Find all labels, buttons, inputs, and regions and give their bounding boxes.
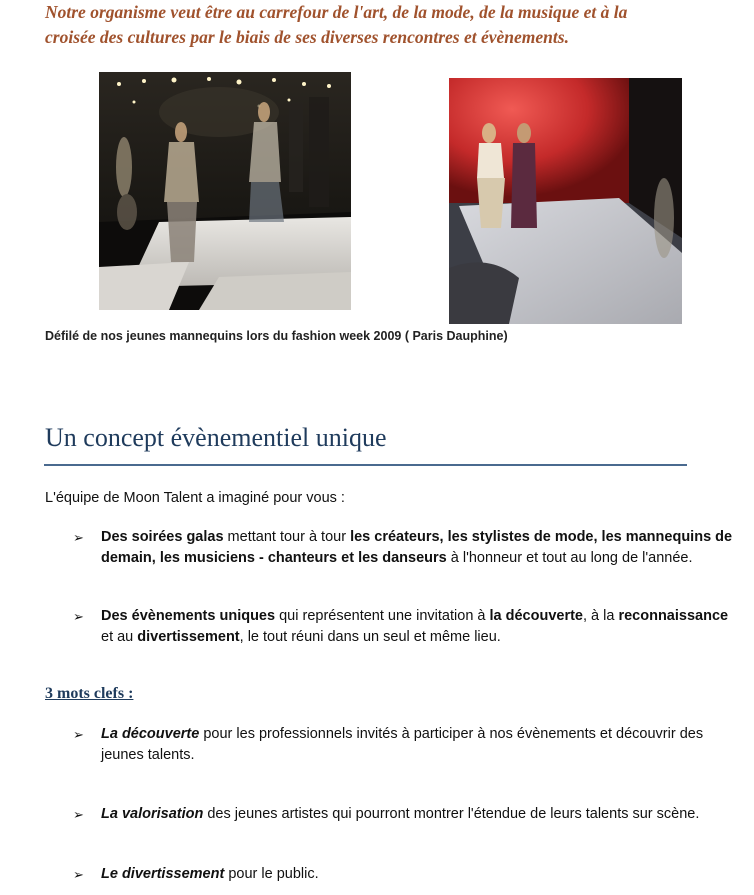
bullet-arrow-icon: ➢ [73, 867, 84, 882]
bullet-arrow-icon: ➢ [73, 727, 84, 742]
keyword-divertissement: Le divertissement pour le public. [101, 866, 319, 882]
bullet-galas: Des soirées galas mettant tour à tour les créateurs, les stylistes de mode, les mannequins de demain, les musiciens - chanteurs et les danseurs à l'honneur et tout au long de l'année. [101, 529, 733, 566]
keyword-decouverte: La découverte pour les professionnels invités à participer à nos évènements et découvrir des jeunes talents. [101, 726, 704, 763]
intro-line-2: croisée des cultures par le biais de ses diverses rencontres et évènements. [45, 27, 569, 47]
keyword-valorisation: La valorisation des jeunes artistes qui pourront montrer l'étendue de leurs talents sur scène. [101, 806, 700, 822]
section-title: Un concept évènementiel unique [45, 423, 387, 452]
fashion-show-photo-2 [449, 78, 682, 324]
fashion-show-photo-1 [99, 72, 351, 310]
bullet-arrow-icon: ➢ [73, 530, 84, 545]
intro-text [45, 0, 735, 50]
bullet-arrow-icon: ➢ [73, 609, 84, 624]
keywords-title: 3 mots clefs : [45, 685, 134, 702]
bullet-arrow-icon: ➢ [73, 807, 84, 822]
bullet-evenements: Des évènements uniques qui représentent une invitation à la découverte, à la reconnaissance et au divertissement, le tout réuni dans un seul et même lieu. [101, 608, 729, 645]
title-underline [44, 464, 687, 466]
photo-caption: Défilé de nos jeunes mannequins lors du fashion week 2009 ( Paris Dauphine) [45, 329, 508, 343]
intro-line-1: Notre organisme veut être au carrefour de l'art, de la mode, de la musique et à la [45, 2, 628, 22]
lead-paragraph: L'équipe de Moon Talent a imaginé pour vous : [45, 490, 345, 506]
